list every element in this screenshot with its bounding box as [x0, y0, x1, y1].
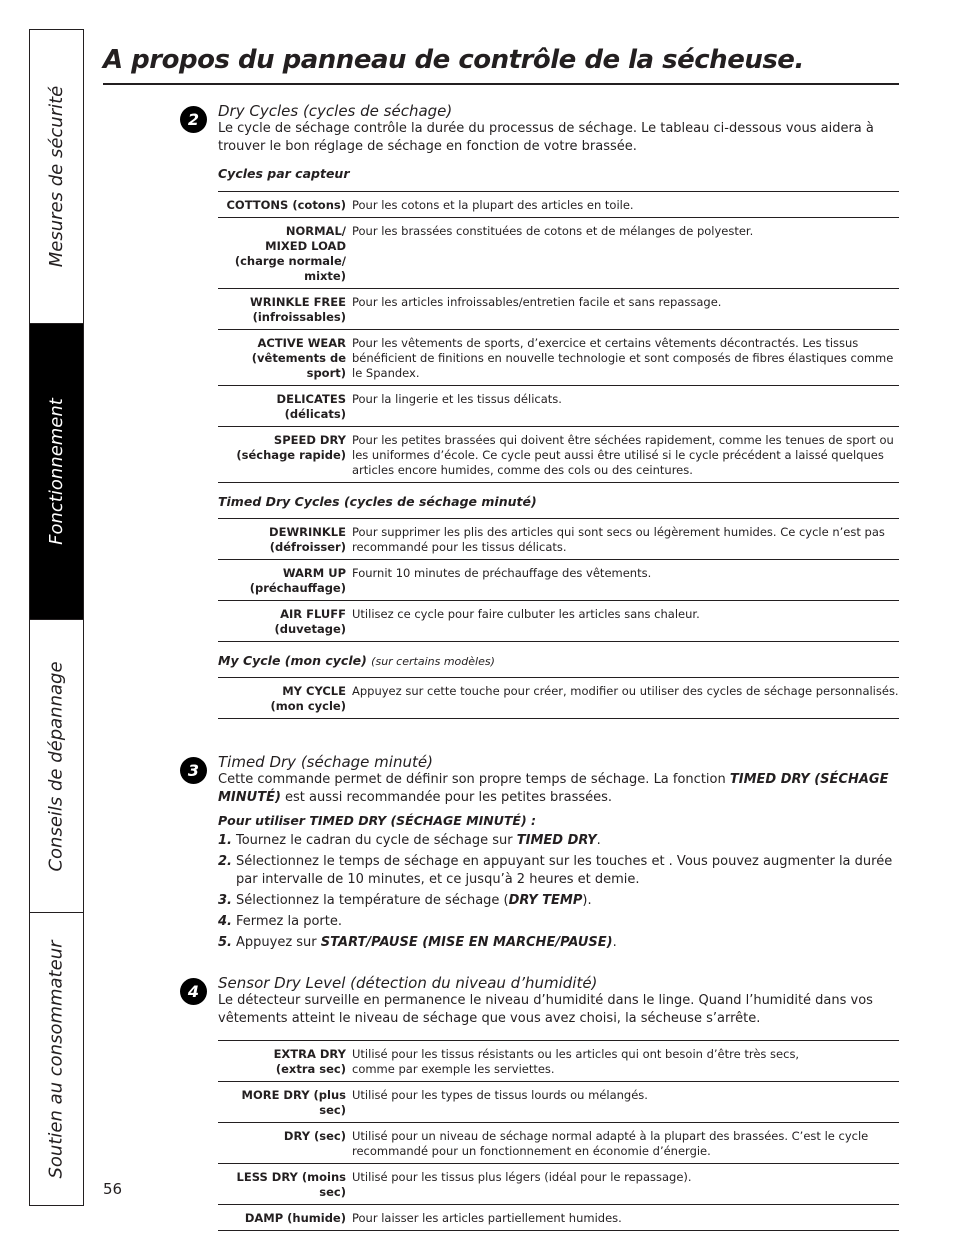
tab-label: Soutien au consommateur [46, 939, 67, 1179]
intro-text: est aussi recommandée pour les petites brassées. [280, 790, 613, 805]
setting-name: MORE DRY (plus sec) [218, 1082, 349, 1123]
setting-description: Appuyez sur cette touche pour créer, modifier ou utiliser des cycles de séchage personnalisés. [349, 678, 899, 719]
list-item [218, 892, 899, 910]
step-number: 4. [218, 914, 232, 929]
step-text: DRY TEMP [508, 893, 583, 908]
table-row [218, 1205, 899, 1231]
setting-description: Pour les articles infroissables/entretien facile et sans repassage. [349, 289, 899, 330]
list-item [218, 913, 899, 931]
setting-description: Pour les petites brassées qui doivent être séchées rapidement, comme les tenues de sport ou les uniformes d’école. Ce cycle peut aussi être utilisé si le cycle précédent a laissé quelques articles encore humides, comme des cols ou des ceintures. [349, 427, 899, 483]
subheading-my-cycle [218, 653, 899, 668]
setting-name: LESS DRY (moins sec) [218, 1164, 349, 1205]
tab-consumer-support[interactable] [30, 912, 83, 1205]
setting-name: ACTIVE WEAR (vêtements de sport) [218, 330, 349, 386]
section-intro [218, 771, 899, 807]
setting-description: Utilisez ce cycle pour faire culbuter les articles sans chaleur. [349, 601, 899, 642]
section-intro: Le détecteur surveille en permanence le niveau d’humidité dans le linge. Quand l’humidité dans vos vêtements atteint le niveau de séchage que vous avez choisi, la sécheuse s’arrête. [218, 993, 873, 1026]
table-row [218, 1082, 899, 1123]
step-text: . [596, 833, 601, 848]
step-text: . [612, 935, 617, 950]
tab-safety[interactable] [30, 30, 83, 323]
table-row [218, 330, 899, 386]
table-row [218, 519, 899, 560]
step-badge-3: 3 [180, 757, 207, 784]
setting-name: DEWRINKLE (défroisser) [218, 519, 349, 560]
step-number: 5. [218, 935, 232, 950]
section-dry-cycles [218, 102, 899, 719]
dry-level-table [218, 1040, 899, 1231]
setting-name: WRINKLE FREE (infroissables) [218, 289, 349, 330]
setting-description: Pour les brassées constituées de cotons et de mélanges de polyester. [349, 218, 899, 289]
setting-name: SPEED DRY (séchage rapide) [218, 427, 349, 483]
step-badge-2: 2 [180, 106, 207, 133]
setting-name: NORMAL/ MIXED LOAD (charge normale/ mixte) [218, 218, 349, 289]
tab-label: Fonctionnement [46, 398, 67, 545]
section-heading: Timed Dry (séchage minuté) [218, 753, 433, 771]
tab-label: Mesures de sécurité [46, 85, 68, 268]
step-text: Sélectionnez la température de séchage ( [236, 893, 509, 908]
setting-name: DRY (sec) [218, 1123, 349, 1164]
list-item [218, 853, 899, 889]
setting-description: Pour la lingerie et les tissus délicats. [349, 386, 899, 427]
subheading-timed-cycles: Timed Dry Cycles (cycles de séchage minuté) [218, 494, 537, 509]
setting-description: Pour laisser les articles partiellement humides. [349, 1205, 899, 1231]
page-title: A propos du panneau de contrôle de la sécheuse. [103, 45, 899, 85]
sensor-cycles-table [218, 191, 899, 483]
table-row [218, 601, 899, 642]
subheading-how-to: Pour utiliser TIMED DRY (SÉCHAGE MINUTÉ) : [218, 813, 537, 828]
section-timed-dry [218, 753, 899, 955]
table-row [218, 1123, 899, 1164]
setting-name: EXTRA DRY (extra sec) [218, 1041, 349, 1082]
table-row [218, 1041, 899, 1082]
tab-troubleshooting[interactable] [30, 619, 83, 912]
setting-description: Utilisé pour les types de tissus lourds ou mélangés. [349, 1082, 899, 1123]
setting-description: Utilisé pour un niveau de séchage normal adapté à la plupart des brassées. C’est le cycle recommandé pour un fonctionnement en économie d’énergie. [349, 1123, 899, 1164]
table-row [218, 560, 899, 601]
step-number: 2. [218, 854, 232, 869]
my-cycle-note: (sur certains modèles) [371, 655, 495, 668]
step-text: Fermez la porte. [236, 914, 342, 929]
step-text: Tournez le cadran du cycle de séchage sur [236, 833, 517, 848]
setting-description: Pour supprimer les plis des articles qui sont secs ou légèrement humides. Ce cycle n’est pas recommandé pour les tissus délicats. [349, 519, 899, 560]
step-number: 1. [218, 833, 232, 848]
setting-name: COTTONS (cotons) [218, 192, 349, 218]
setting-description: Fournit 10 minutes de préchauffage des vêtements. [349, 560, 899, 601]
page-number: 56 [103, 1180, 123, 1198]
table-row [218, 1164, 899, 1205]
tab-operation[interactable] [30, 323, 83, 619]
table-row [218, 386, 899, 427]
setting-name: DAMP (humide) [218, 1205, 349, 1231]
step-number: 3. [218, 893, 232, 908]
setting-name: MY CYCLE (mon cycle) [218, 678, 349, 719]
setting-description: Utilisé pour les tissus plus légers (idéal pour le repassage). [349, 1164, 899, 1205]
setting-description: Pour les vêtements de sports, d’exercice et certains vêtements décontractés. Les tissus bénéficient de finitions en nouvelle technologie et sont composés de fibres élastiques comme le Spandex. [349, 330, 899, 386]
my-cycle-title: My Cycle (mon cycle) [218, 653, 367, 668]
section-heading: Sensor Dry Level (détection du niveau d’humidité) [218, 974, 598, 992]
subheading-sensor-cycles: Cycles par capteur [218, 166, 350, 181]
tab-label: Conseils de dépannage [46, 660, 68, 872]
setting-description: Pour les cotons et la plupart des articles en toile. [349, 192, 899, 218]
setting-name: DELICATES (délicats) [218, 386, 349, 427]
table-row [218, 218, 899, 289]
step-text: Sélectionnez le temps de séchage en appuyant sur les touches et . Vous pouvez augmenter la durée par intervalle de 10 minutes, et ce jusqu’à 2 heures et demie. [236, 854, 893, 887]
setting-name: AIR FLUFF (duvetage) [218, 601, 349, 642]
section-sensor-dry-level [218, 974, 899, 1231]
step-text: Appuyez sur [236, 935, 321, 950]
table-row [218, 678, 899, 719]
step-text: ). [582, 893, 592, 908]
list-item [218, 934, 899, 952]
list-item [218, 832, 899, 850]
side-tab-bar [29, 29, 84, 1206]
intro-text: Cette commande permet de définir son propre temps de séchage. La fonction [218, 772, 730, 787]
setting-description: Utilisé pour les tissus résistants ou les articles qui ont besoin d’être très secs, comme par exemple les serviettes. [349, 1041, 899, 1082]
table-row [218, 192, 899, 218]
my-cycle-table [218, 677, 899, 719]
step-badge-4: 4 [180, 978, 207, 1005]
table-row [218, 289, 899, 330]
section-intro: Le cycle de séchage contrôle la durée du processus de séchage. Le tableau ci-dessous vous aidera à trouver le bon réglage de séchage en fonction de votre brassée. [218, 121, 874, 154]
setting-name: WARM UP (préchauffage) [218, 560, 349, 601]
intro-emphasis: TIMED DRY (SÉCHAGE MINUTÉ) [218, 772, 889, 805]
timed-cycles-table [218, 518, 899, 642]
section-heading: Dry Cycles (cycles de séchage) [218, 102, 453, 120]
timed-dry-steps [218, 832, 899, 952]
step-text: START/PAUSE (MISE EN MARCHE/PAUSE) [320, 935, 613, 950]
table-row [218, 427, 899, 483]
step-text: TIMED DRY [516, 833, 597, 848]
